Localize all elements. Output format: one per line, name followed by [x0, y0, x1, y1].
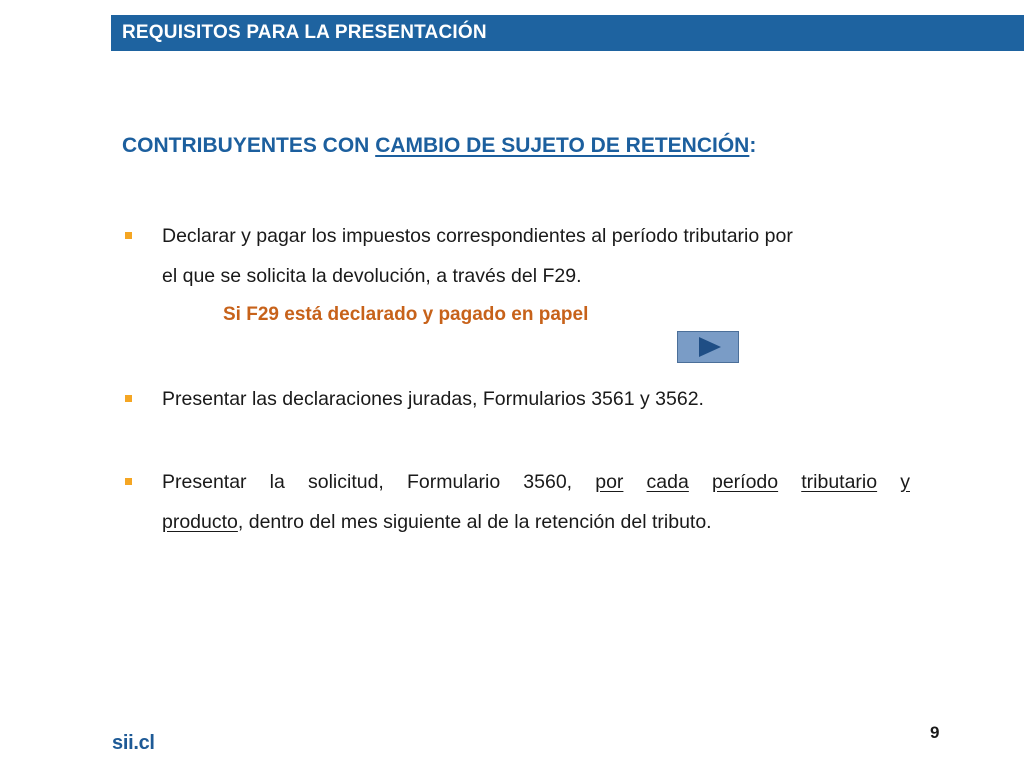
bullet-1-line-2: el que se solicita la devolución, a través del F29. [162, 265, 582, 287]
bullet-1-line-1-text: Declarar y pagar los impuestos correspondientes al período tributario por [162, 225, 793, 247]
bullet-3-word: solicitud, [307, 471, 384, 493]
bullet-3-underlined-word: cada [646, 471, 689, 493]
section-heading-underlined: CAMBIO DE SUJETO DE RETENCIÓN [375, 134, 750, 157]
bullet-3-text [162, 462, 910, 542]
play-button[interactable] [677, 331, 739, 363]
bullet-2-line-1: Presentar las declaraciones juradas, Formularios 3561 y 3562. [162, 388, 704, 410]
bullet-1-line-1 [162, 216, 910, 256]
bullet-3-line-1 [162, 462, 910, 502]
page-number: 9 [930, 723, 940, 742]
bullet-3-underlined-word: período [711, 471, 779, 493]
bullet-3-line-2 [162, 502, 910, 542]
section-heading-prefix: CONTRIBUYENTES CON [122, 134, 376, 157]
bullet-3-word: Formulario [406, 471, 501, 493]
bullet-marker [125, 395, 132, 402]
bullet-3-word: Presentar [162, 471, 247, 493]
bullet-marker [125, 232, 132, 239]
bullet-3-word: la [269, 471, 285, 493]
bullet-1-text [162, 216, 910, 296]
bullet-3-underlined-word: y [900, 471, 910, 493]
slide-title: REQUISITOS PARA LA PRESENTACIÓN [122, 22, 487, 43]
play-arrow-icon [699, 337, 721, 357]
bullet-3-underlined-word: tributario [801, 471, 878, 493]
bullet-marker [125, 478, 132, 485]
bullet-2-text [162, 379, 910, 419]
bullet-3-word: 3560, [523, 471, 573, 493]
bullet-3-underlined-producto: producto [162, 511, 238, 533]
section-heading [122, 134, 756, 158]
bullet-3-underlined-word: por [595, 471, 624, 493]
section-heading-suffix: : [749, 134, 757, 157]
sii-logo: sii.cl [112, 732, 155, 754]
header-bar [111, 15, 1024, 51]
f29-paper-note: Si F29 está declarado y pagado en papel [223, 304, 589, 325]
bullet-3-line-2-rest: , dentro del mes siguiente al de la retención del tributo. [237, 511, 712, 533]
